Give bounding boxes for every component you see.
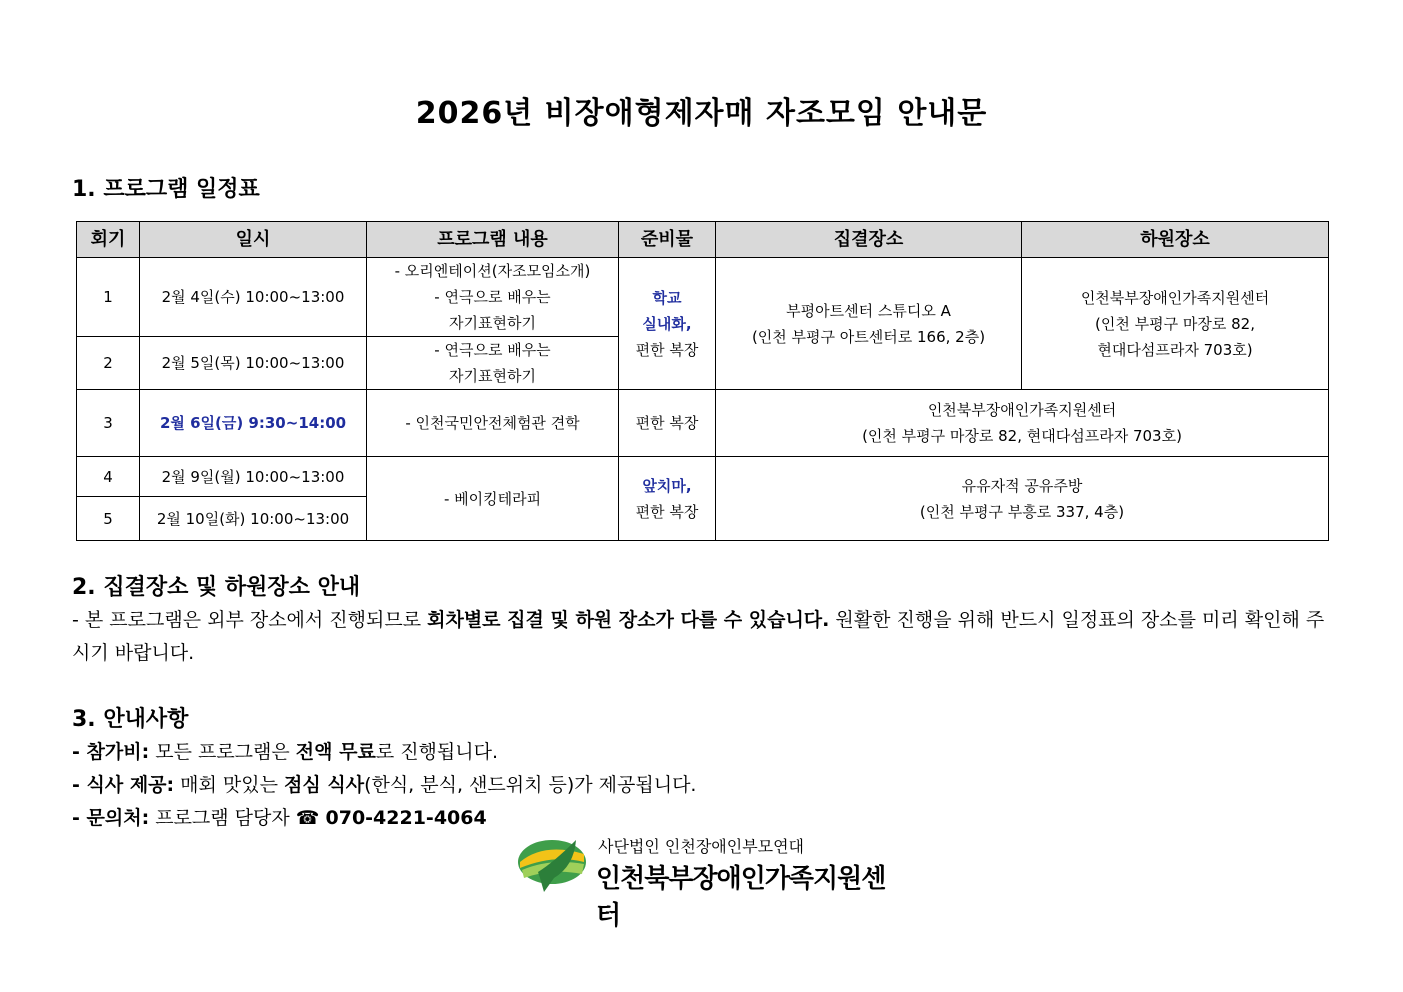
place-address: (인천 부평구 부흥로 337, 4층) [919,502,1125,521]
paragraph-text: - 본 프로그램은 외부 장소에서 진행되므로 [72,609,428,631]
info-emphasis: 전액 무료 [295,741,376,763]
session-content: - 인천국민안전체험관 견학 [367,390,619,457]
header-datetime: 일시 [140,222,367,258]
place-name: 부평아트센터 스튜디오 A [786,301,951,320]
session-content [367,258,619,337]
supplies-highlight: 실내화, [642,314,692,333]
phone-icon: ☎ [295,807,320,829]
section1-heading: 1. 프로그램 일정표 [72,177,260,202]
session-supplies [619,258,716,390]
place-name: 인천북부장애인가족지원센터 [1080,288,1270,307]
supplies-normal: 편한 복장 [635,502,699,521]
header-dropoff-place: 하원장소 [1022,222,1329,258]
page-title: 2026년 비장애형제자매 자조모임 안내문 [415,96,988,131]
header-content: 프로그램 내용 [367,222,619,258]
place-name: 유유자적 공유주방 [961,476,1083,495]
info-contact [72,802,487,835]
content-line: 자기표현하기 [449,367,536,385]
logo-name: 인천북부장애인가족지원센터 [596,864,886,931]
info-text: 모든 프로그램은 [149,741,296,763]
schedule-table [76,221,1329,541]
supplies-normal: 편한 복장 [635,340,699,359]
place-address: 현대다섬프라자 703호) [1097,340,1253,359]
info-label: - 문의처: [72,807,150,829]
session-supplies [619,457,716,541]
dropoff-place [1022,258,1329,390]
header-session: 회기 [77,222,140,258]
place-address: (인천 부평구 아트센터로 166, 2층) [751,327,986,346]
meeting-dropoff-place [716,390,1329,457]
session-content [367,337,619,390]
supplies-highlight: 앞치마, [642,476,692,495]
place-address: (인천 부평구 마장로 82, [1095,314,1255,333]
header-supplies: 준비물 [619,222,716,258]
table-header-row [77,222,1329,258]
session-supplies: 편한 복장 [619,390,716,457]
info-label: - 참가비: [72,741,150,763]
content-line: - 오리엔테이션(자조모임소개) [394,262,591,280]
header-meeting-place: 집결장소 [716,222,1022,258]
info-fee [72,736,498,769]
content-line: - 연극으로 배우는 [434,288,551,306]
section3-heading: 3. 안내사항 [72,707,189,732]
place-name: 인천북부장애인가족지원센터 [927,401,1117,419]
logo-subtitle: 사단법인 인천장애인부모연대 [598,837,805,856]
session-number: 2 [77,337,140,390]
session-number: 3 [77,390,140,457]
paragraph-emphasis: 회차별로 집결 및 하원 장소가 다를 수 있습니다. [427,609,830,631]
info-text: 로 진행됩니다. [375,741,499,763]
paragraph-text: 원활한 진행을 위해 반드시 일정표의 장소를 미리 확인해 주시기 바랍니다. [72,609,1325,664]
info-text: 프로그램 담당자 [149,807,296,829]
info-emphasis: 점심 식사 [284,774,365,796]
info-meal [72,769,696,802]
meeting-dropoff-place [716,457,1329,541]
session-number: 4 [77,457,140,497]
table-row [77,390,1329,457]
supplies-highlight: 학교 [652,288,682,307]
content-line: - 연극으로 배우는 [434,341,551,359]
session-datetime: 2월 5일(목) 10:00~13:00 [140,337,367,390]
session-number: 5 [77,497,140,541]
table-row [77,258,1329,337]
info-label: - 식사 제공: [72,774,175,796]
phone-number: 070-4221-4064 [325,807,487,829]
section2-paragraph [72,604,1332,670]
place-address: (인천 부평구 마장로 82, 현대다섬프라자 703호) [862,427,1182,445]
session-content: - 베이킹테라피 [367,457,619,541]
logo-emblem-icon [514,832,594,896]
session-number: 1 [77,258,140,337]
session-datetime: 2월 6일(금) 9:30~14:00 [140,390,367,457]
info-text: (한식, 분식, 샌드위치 등)가 제공됩니다. [364,774,697,796]
info-text: 매회 맛있는 [174,774,285,796]
organization-logo [514,832,894,931]
meeting-place [716,258,1022,390]
session-datetime: 2월 9일(월) 10:00~13:00 [140,457,367,497]
table-row [77,457,1329,497]
session-datetime: 2월 4일(수) 10:00~13:00 [140,258,367,337]
section2-heading: 2. 집결장소 및 하원장소 안내 [72,575,361,600]
session-datetime: 2월 10일(화) 10:00~13:00 [140,497,367,541]
content-line: 자기표현하기 [449,314,536,332]
